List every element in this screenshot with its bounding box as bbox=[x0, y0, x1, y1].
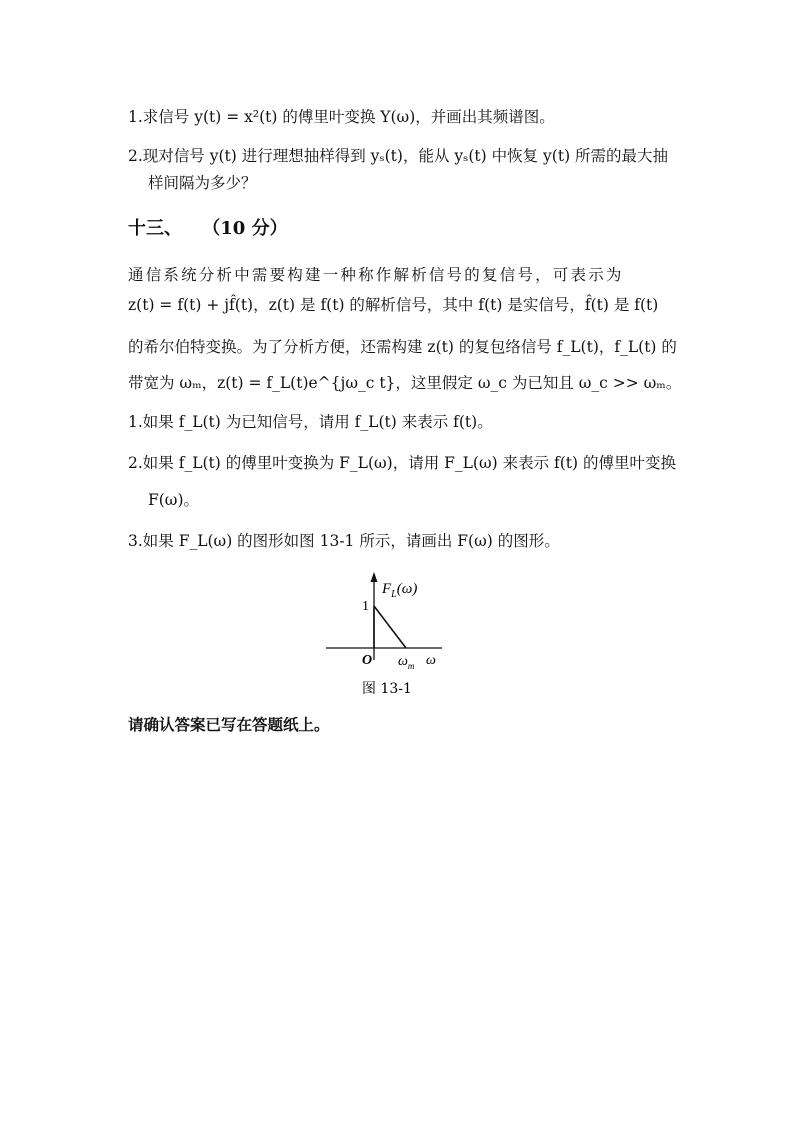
sec13-q2-line2: F(ω)。 bbox=[148, 491, 199, 509]
x-tick-omega-m: $\omega_m$ bbox=[398, 654, 415, 671]
sec13-q2-line1: 2.如果 f_L(t) 的傅里叶变换为 F_L(ω)，请用 F_L(ω) 来表示 f(t) 的傅里叶变换 bbox=[128, 454, 677, 472]
y-axis-arrow-icon bbox=[371, 572, 378, 582]
y-axis-label: $F_L(\omega)$ bbox=[382, 581, 418, 600]
figure-13-1 bbox=[322, 566, 452, 706]
section-13-heading bbox=[128, 218, 288, 240]
triangle-slope bbox=[374, 606, 406, 648]
part1-q1: 1.求信号 y(t) = x²(t) 的傅里叶变换 Y(ω)，并画出其频谱图。 bbox=[128, 108, 555, 126]
intro-line-2: z(t) = f(t) + jf̂(t)，z(t) 是 f(t) 的解析信号，其中 f(t) 是实信号，f̂(t) 是 f(t) bbox=[128, 296, 659, 314]
sec13-q1: 1.如果 f_L(t) 为已知信号，请用 f_L(t) 来表示 f(t)。 bbox=[128, 413, 493, 431]
y-tick-1: 1 bbox=[362, 599, 369, 614]
part1-q2-line1: 2.现对信号 y(t) 进行理想抽样得到 yₛ(t)，能从 yₛ(t) 中恢复 y(t) 所需的最大抽 bbox=[128, 147, 669, 165]
intro-line-4: 带宽为 ωₘ，z(t) = f_L(t)e^{jω_c t}，这里假定 ω_c 为已知且 ω_c >> ωₘ。 bbox=[128, 374, 682, 392]
x-axis-label: ω bbox=[426, 653, 436, 668]
section-number: 十三、 bbox=[128, 218, 182, 239]
sec13-q3: 3.如果 F_L(ω) 的图形如图 13-1 所示，请画出 F(ω) 的图形。 bbox=[128, 532, 560, 550]
part1-q2-line2: 样间隔为多少？ bbox=[148, 174, 257, 192]
footer-note: 请确认答案已写在答题纸上。 bbox=[128, 715, 330, 734]
intro-line-1: 通信系统分析中需要构建一种称作解析信号的复信号，可表示为 bbox=[128, 266, 624, 284]
section-points: （10 分） bbox=[202, 218, 288, 239]
intro-line-3: 的希尔伯特变换。为了分析方便，还需构建 z(t) 的复包络信号 f_L(t)，f_L(t) 的 bbox=[128, 338, 677, 356]
figure-caption: 图 13-1 bbox=[362, 681, 412, 697]
origin-label: O bbox=[362, 653, 373, 668]
